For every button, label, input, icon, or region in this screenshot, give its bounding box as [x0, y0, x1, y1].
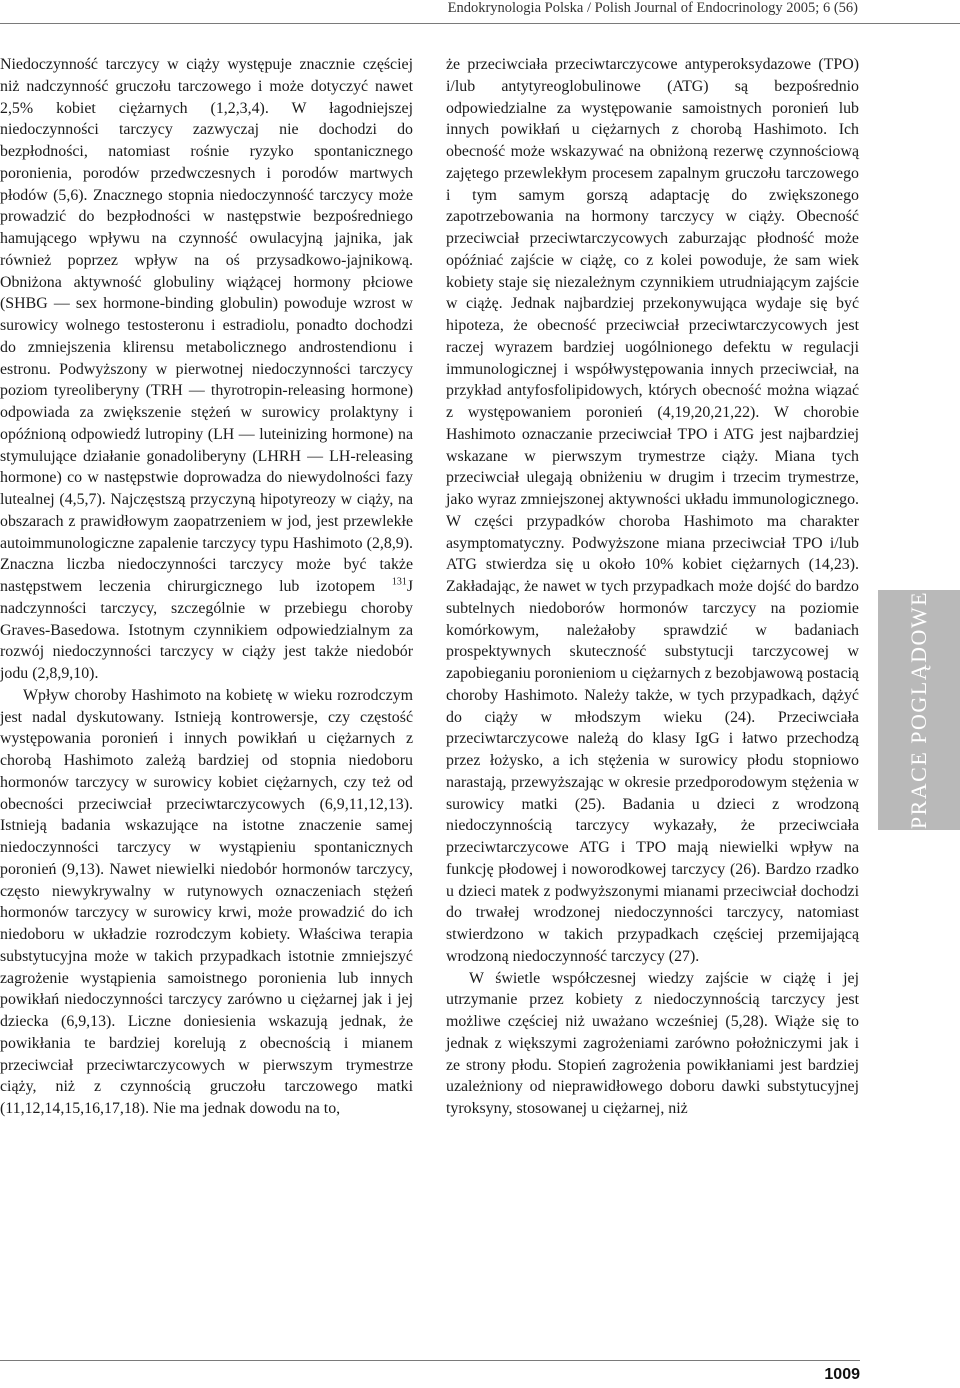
isotope-superscript: 131	[391, 576, 407, 588]
left-paragraph-1-text-a: Niedoczynność tarczycy w ciąży występuje znacznie częściej niż nadczynność gruczołu tarczowego i może dotyczyć nawet 2,5% kobiet ciężarnych (1,2,3,4). W łagodniejszej niedoczynności tarczycy zazwyczaj nie dochodzi do bezpłodności, natomiast rośnie ryzyko spontanicznego poronienia, porodów przedwczesnych i porodów martwych płodów (5,6). Znacznego stopnia niedoczynność tarczycy może prowadzić do bezpłodności w następstwie bezpośredniego hamującego wpływu na czynność owulacyjną jajnika, jak również poprzez wpływ na oś przysadkowo-jajnikową. Obniżona aktywność globuliny wiążącej hormony płciowe (SHBG — sex hormone-binding globulin) powoduje wzrost w surowicy wolnego testosteronu i estradiolu, ponadto dochodzi do zmniejszenia klirensu metabolicznego androstendionu i estronu. Podwyższony w pierwotnej niedoczynności tarczycy poziom tyreoliberyny (TRH — thyrotropin-releasing hormone) odpowiada za zwiększenie stężeń w surowicy prolaktyny i opóźnioną odpowiedź lutropiny (LH — luteinizing hormone) na stymulujące działanie gonadoliberyny (LHRH — LH-releasing hormone) co w następstwie doprowadza do niewydolności fazy lutealnej (4,5,7). Najczęstszą przyczyną hipotyreozy w ciąży, na obszarach z prawidłowym zaopatrzeniem w jod, jest przewlekłe autoimmunologiczne zapalenie tarczycy typu Hashimoto (2,8,9). Znaczna liczba niedoczynności tarczycy może być także następstwem leczenia chirurgicznego lub izotopem	[0, 56, 413, 595]
page-number: 1009	[824, 1366, 860, 1383]
footer-divider	[0, 1360, 860, 1361]
left-paragraph-2: Wpływ choroby Hashimoto na kobietę w wieku rozrodczym jest nadal dyskutowany. Istnieją kontrowersje, czy częstość występowania poronień i innych powikłań u ciężarnych z chorobą Hashimoto zależą bardziej od stopnia niedoboru hormonów tarczycy w surowicy kobiet ciężarnych, czy też od obecności przeciwciał przeciwtarczycowych (6,9,11,12,13). Istnieją badania wskazujące na istotne znaczenie samej niedoczynności tarczycy w wystąpieniu spontanicznych poronień (9,13). Nawet niewielki niedobór hormonów tarczycy, często niewykrywalny w rutynowych oznaczeniach stężeń hormonów tarczycy w surowicy krwi, może prowadzić do ich niedoboru w układzie rozrodczym kobiety. Właściwa terapia substytucyjna może w takich przypadkach istotnie zmniejszyć zagrożenie wystąpienia samoistnego poronienia lub innych powikłań niedoczynności tarczycy zarówno u ciężarnej jak i jej dziecka (6,9,13). Liczne doniesienia wskazują jednak, że powikłania te bardziej korelują z obecnością i mianem przeciwciał przeciwtarczycowych w pierwszym trymestrze ciąży, niż z czynnością gruczołu tarczowego matki (11,12,14,15,16,17,18). Nie ma jednak dowodu na to,	[0, 686, 413, 1117]
right-column	[446, 54, 859, 1120]
left-paragraph-1-text-b: J nadczynności tarczycy, szczególnie w przebiegu choroby Graves-Basedowa. Istotnym czynnikiem odpowiedzialnym za rozwój niedoczynności tarczycy w ciąży jest także niedobór jodu (2,8,9,10).	[0, 578, 413, 682]
running-header: Endokrynologia Polska / Polish Journal of Endocrinology 2005; 6 (56)	[447, 0, 858, 16]
right-paragraph-2: W świetle współczesnej wiedzy zajście w ciążę i jej utrzymanie przez kobiety z niedoczynnością tarczycy jest możliwe częściej niż uważano wcześniej (5,28). Wiąże się to jednak z większymi zagrożeniami zarówno położniczymi jak i ze strony płodu. Stopień zagrożenia powikłaniami jest bardziej uzależniony od nieprawidłowego doboru dawki substytucyjnej tyroksyny, stosowanej u ciężarnej, niż	[446, 969, 859, 1117]
section-side-tab	[878, 590, 960, 830]
section-side-tab-label: PRACE POGLĄDOWE	[906, 590, 931, 830]
left-paragraph-1	[0, 54, 413, 685]
left-column	[0, 54, 413, 1120]
right-paragraph-1: że przeciwciała przeciwtarczycowe antyperoksydazowe (TPO) i/lub antytyreoglobulinowe (ATG) są bezpośrednio odpowiedzialne za występowanie samoistnych poronień lub innych powikłań u ciężarnych z chorobą Hashimoto. Ich obecność może wskazywać na obniżoną rezerwę czynnościową zajętego przewlekłym procesem zapalnym gruczołu tarczowego i tym samym gorszą adaptację do zwiększonego zapotrzebowania na hormony tarczycy w ciąży. Obecność przeciwciał przeciwtarczycowych zaburzając płodność może opóźniać zajście w ciążę, co z kolei powoduje, że sam wiek kobiety staje się niezależnym czynnikiem utrudniającym zajście w ciążę. Jednak najbardziej przekonywująca wydaje się być hipoteza, że obecność przeciwciał przeciwtarczycowych jest raczej wyrazem bardziej uogólnionego defektu w regulacji immunologicznej i współwystępowania innych przeciwciał, na przykład antyfosfolipidowych, których obecność można wiązać z występowaniem poronień (4,19,20,21,22). W chorobie Hashimoto oznaczanie przeciwciał TPO i ATG jest najbardziej wskazane w pierwszym trymestrze ciąży. Miana tych przeciwciał ulegają obniżeniu w drugim i trzecim trymestrze, jako wyraz zmniejszonej aktywności układu immunologicznego. W części przypadków choroba Hashimoto ma charakter asymptomatyczny. Podwyższone miana przeciwciał TPO i/lub ATG stwierdza się u około 10% kobiet ciężarnych (14,23). Zakładając, że nawet w tych przypadkach może dojść do bardzo subtelnych niedoborów hormonów tarczycy na poziomie komórkowym, należałoby sprawdzić w badaniach prospektywnych skuteczność substytucji tarczycowej w zapobieganiu poronieniom u ciężarnych z bezobjawową postacią choroby Hashimoto. Należy także, w tych przypadkach, dążyć do ciąży w młodszym wieku (24). Przeciwciała przeciwtarczycowe należą do klasy IgG i łatwo przechodzą przez łożysko, a ich stężenia w surowicy płodu stopniowo narastają, przewyższając w okresie przedporodowym stężenia w surowicy matki (25). Badania u dzieci z wrodzoną niedoczynnością tarczycy wykazały, że przeciwciała przeciwtarczycowe ATG i TPO mają niewielki wpływ na funkcję płodowej i noworodkowej tarczycy (26). Bardzo rzadko u dzieci matek z podwyższonymi mianami przeciwciał dochodzi do trwałej wrodzonej niedoczynności tarczycy, natomiast stwierdzono w takich przypadkach częściej przemijającą wrodzoną niedoczynność tarczycy (27).	[446, 56, 859, 965]
header-divider	[0, 23, 960, 24]
